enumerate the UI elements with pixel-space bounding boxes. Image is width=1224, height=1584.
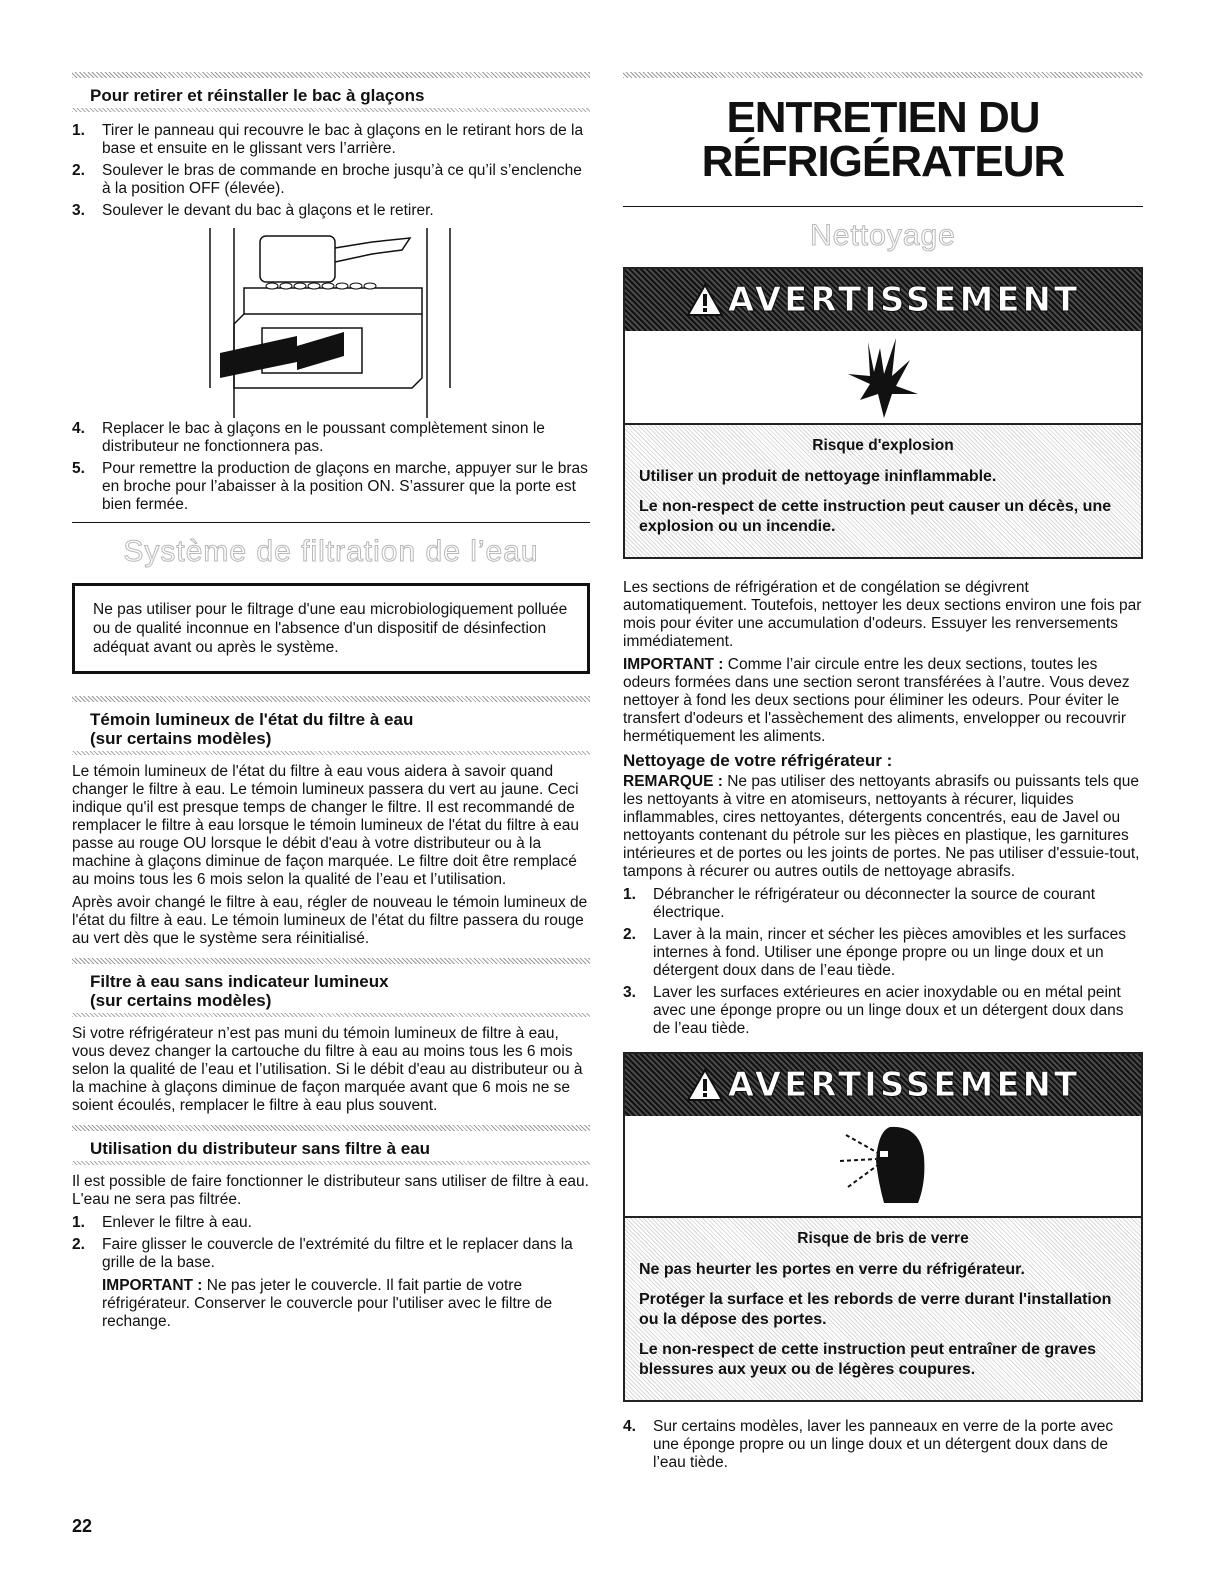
important-note [102,1277,590,1331]
warning-triangle-icon [686,1068,724,1102]
step-number: 5. [72,460,85,477]
cleaning-title: Nettoyage [810,219,956,252]
warning-line: Protéger la surface et les rebords de verre durant l'installation ou la dépose des portes. [639,1291,1112,1328]
remarque-note [623,773,1143,881]
step-text: Sur certains modèles, laver les panneaux en verre de la porte avec une éponge propre ou un linge doux et un détergent doux dans de l’eau tiède. [653,1418,1114,1471]
list-item [72,1214,590,1232]
step-number: 4. [623,1418,636,1435]
list-item [623,984,1143,1038]
step-number: 1. [623,886,636,903]
ice-bin-heading: Pour retirer et réinstaller le bac à glaçons [90,86,425,105]
paragraph: Les sections de réfrigération et de congélation se dégivrent automatiquement. Toutefois, nettoyer les deux sections environ une fois par mois pour éviter une accumulation d'odeurs. Essuyer les renversements immédiatement. [623,579,1142,650]
remarque-label: REMARQUE : [623,773,723,790]
right-column [623,72,1143,1476]
warning-body [625,1218,1141,1400]
step-text: Faire glisser le couvercle de l'extrémité du filtre et le replacer dans la grille de la base. [102,1236,573,1271]
warning-risk: Risque de bris de verre [797,1230,969,1247]
step-number: 3. [72,202,85,219]
step-number: 1. [72,122,85,139]
section-rule [72,522,590,523]
step-text: Pour remettre la production de glaçons en marche, appuyer sur le bras en broche pour l’abaisser à la position ON. S’assurer que la porte est bien fermée. [102,460,588,513]
heading-line: Témoin lumineux de l'état du filtre à eau [90,710,414,729]
warning-line: Utiliser un produit de nettoyage ininflammable. [639,468,997,485]
step-text: Replacer le bac à glaçons en le poussant complètement sinon le distributeur ne fonctionnera pas. [102,420,545,455]
list-item [72,420,590,456]
cleaning-steps-continued [623,1418,1143,1472]
step-text: Soulever le bras de commande en broche jusqu’à ce qu’il s’enclenche à la position OFF (élevée). [102,162,582,197]
explosion-icon [840,334,926,420]
warning-line: Ne pas heurter les portes en verre du réfrigérateur. [639,1261,1025,1278]
divider [72,1013,590,1017]
eye-injury-icon-area [625,1116,1141,1218]
no-indicator-heading [72,964,590,1010]
warning-header [625,1054,1141,1116]
list-item [623,886,1143,922]
paragraph: Il est possible de faire fonctionner le distributeur sans utiliser de filtre à eau. L'eau ne sera pas filtrée. [72,1173,589,1208]
divider [623,72,1143,78]
step-number: 1. [72,1214,85,1231]
paragraph: Si votre réfrigérateur n’est pas muni du témoin lumineux de filtre à eau, vous devez changer la cartouche du filtre à eau au moins tous les 6 mois selon la qualité de l’eau et l’utilisation. Si le débit d'eau au distributeur ou à la machine à glaçons diminue de façon marquée avant que 6 mois ne se soient écoulés, remplacer le filtre à eau plus souvent. [72,1025,583,1114]
warning-triangle-icon [686,283,724,317]
warning-line: Le non-respect de cette instruction peut entraîner de graves blessures aux yeux ou de légères coupures. [639,1341,1096,1378]
list-item [72,202,590,220]
status-light-heading [72,702,590,748]
warning-line: Le non-respect de cette instruction peut causer un décès, une explosion ou un incendie. [639,498,1112,535]
cleaning-steps [623,886,1143,1038]
remarque-text: Ne pas utiliser des nettoyants abrasifs ou puissants tels que les nettoyants à vitre en atomiseurs, nettoyants à récurer, liquides inflammables, cires nettoyantes, détergents concentrés, eau de Javel ou nettoyants contenant du pétrole sur les pièces en plastique, les garnitures intérieures et de portes ou les joints de portes. Ne pas utiliser d'essuie-tout, tampons à récurer ou autres outils de nettoyage abrasifs. [623,773,1140,880]
important-note [623,656,1143,746]
filtration-title: Système de filtration de l’eau [123,535,539,568]
page-number: 22 [72,1516,93,1536]
heading-line: (sur certains modèles) [90,729,272,748]
list-item [72,162,590,198]
important-label: IMPORTANT : [623,656,724,673]
warning-box-glass [623,1052,1143,1402]
title-line: ENTRETIEN DU [726,93,1040,142]
ice-bin-steps-a [72,122,590,220]
warning-box-explosion [623,267,1143,559]
list-item [623,1418,1143,1472]
step-text: Soulever le devant du bac à glaçons et le retirer. [102,202,434,219]
list-item [72,1236,590,1331]
step-text: Enlever le filtre à eau. [102,1214,252,1231]
eye-injury-icon [828,1121,938,1211]
ice-bin-illustration [202,228,482,418]
title-line: RÉFRIGÉRATEUR [701,137,1065,186]
explosion-icon-area [625,331,1141,425]
important-text: Ne pas jeter le couvercle. Il fait partie de votre réfrigérateur. Conserver le couvercle pour l'utiliser avec le filtre de rechange. [102,1277,553,1330]
page-title [623,93,1143,186]
paragraph: Le témoin lumineux de l'état du filtre à eau vous aidera à savoir quand changer le filtre à eau. Le témoin lumineux passera du vert au jaune. Ceci indique qu'il est presque temps de changer le filtre. Il est recommandé de remplacer le filtre à eau lorsque le témoin lumineux de l'état du filtre à eau passe au rouge OU lorsque le débit d'eau à votre distributeur ou à la machine à glaçons diminue de façon marquée. Le filtre doit être remplacé au moins tous les 6 mois selon la qualité de l’eau et l’utilisation. [72,763,579,888]
warning-risk: Risque d'explosion [812,437,954,454]
list-item [72,122,590,158]
no-filter-steps [72,1214,590,1331]
list-item [623,926,1143,980]
filtration-notice: Ne pas utiliser pour le filtrage d'une eau microbiologiquement polluée ou de qualité inconnue en l'absence d'un dispositif de désinfection adéquat avant ou après le système. [72,583,590,674]
heading-line: Filtre à eau sans indicateur lumineux [90,972,389,991]
ice-bin-drawing [202,228,482,418]
warning-label: AVERTISSEMENT [727,1065,1081,1105]
step-text: Laver à la main, rincer et sécher les pièces amovibles et les surfaces internes à fond. Utiliser une éponge propre ou un linge doux et un détergent doux dans de l’eau tiède. [653,926,1126,979]
divider [72,751,590,755]
step-text: Laver les surfaces extérieures en acier inoxydable ou en métal peint avec une éponge propre ou un linge doux et un détergent doux dans de l’eau tiède. [653,984,1124,1037]
paragraph: Après avoir changé le filtre à eau, régler de nouveau le témoin lumineux de l'état du filtre à eau. Le témoin lumineux de l'état du filtre passera du rouge au vert dès que le système sera réinitialisé. [72,894,588,947]
step-number: 3. [623,984,636,1001]
cleaning-heading: Nettoyage de votre réfrigérateur : [623,751,893,770]
divider [72,1161,590,1165]
section-rule [623,206,1143,207]
step-number: 4. [72,420,85,437]
list-item [72,460,590,514]
left-column [72,72,590,1335]
important-label: IMPORTANT : [102,1277,203,1294]
step-text: Débrancher le réfrigérateur ou déconnecter la source de courant électrique. [653,886,1096,921]
step-number: 2. [72,1236,85,1253]
warning-label: AVERTISSEMENT [727,280,1081,320]
heading-line: (sur certains modèles) [90,991,272,1010]
divider [72,108,590,112]
step-number: 2. [72,162,85,179]
warning-body [625,425,1141,557]
important-text: Comme l’air circule entre les deux sections, toutes les odeurs formées dans une section seront transférées à l’autre. Vous devez nettoyer à fond les deux sections pour éliminer les odeurs. Pour éviter le transfert d'odeurs et l'assèchement des aliments, envelopper ou recouvrir hermétiquement les aliments. [623,656,1130,745]
ice-bin-steps-b [72,420,590,514]
warning-header [625,269,1141,331]
step-number: 2. [623,926,636,943]
no-filter-heading: Utilisation du distributeur sans filtre à eau [90,1139,431,1158]
step-text: Tirer le panneau qui recouvre le bac à glaçons en le retirant hors de la base et ensuite en le glissant vers l’arrière. [102,122,584,157]
